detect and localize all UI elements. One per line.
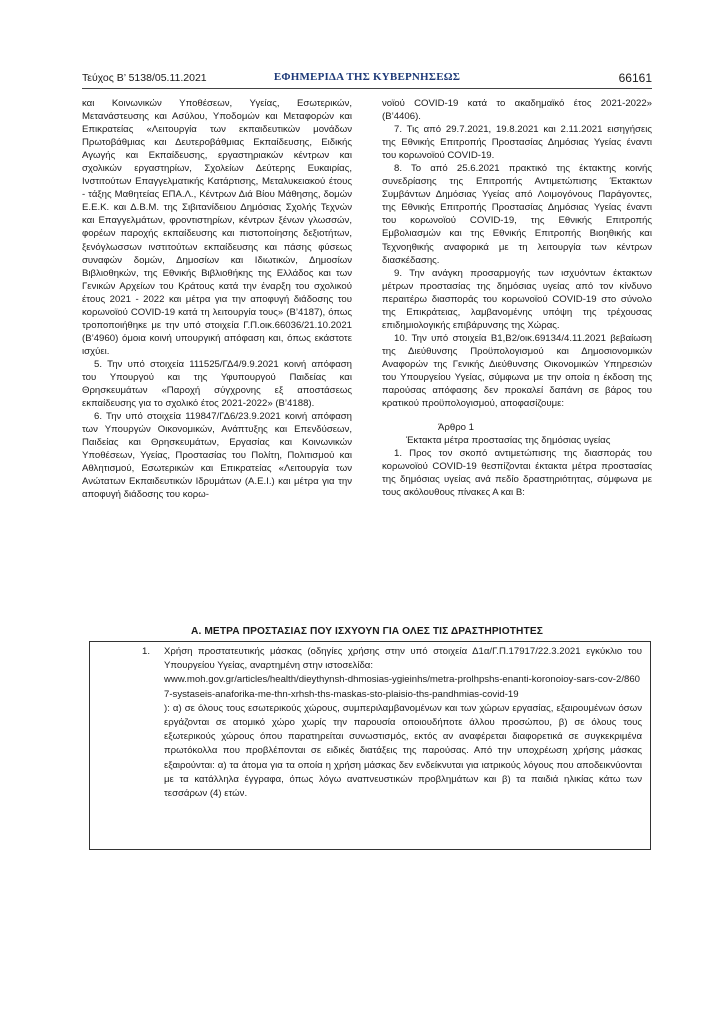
measures-table: [89, 641, 651, 850]
row-text-after-url: ): α) σε όλους τους εσωτερικούς χώρους, συμπεριλαμβανομένων και των χώρων εργασίας, εξαιρουμένων όσων εργάζονται σε ατομικό χώρο χωρίς την παρουσία οποιουδήποτε άλλου προσώπου, β) σε όλους τους εξωτερικούς χώρους όπου παρατηρείται συνωστισμός, εκτός αν αναφέρεται διαφορετικά σε συγκεκριμένα πρωτόκολλα που προβλέπονται σε ειδικές διατάξεις της παρούσας. Από την υποχρέωση χρήσης μάσκας εξαιρούνται: α) τα άτομα για τα οποία η χρήση μάσκας δεν ενδείκνυται για ιατρικούς λόγους που αποδεικνύονται με τα κατάλληλα έγγραφα, όπως λόγω αναπνευστικών προβλημάτων και β) τα παιδιά ηλικίας κάτω των τεσσάρων (4) ετών.: [164, 702, 642, 800]
paragraph-4-continued: και Κοινωνικών Υποθέσεων, Υγείας, Εσωτερικών, Μετανάστευσης και Ασύλου, Υποδομών και Μεταφορών και Επικρατείας «Λειτουργία των εκπαιδευτικών μονάδων Πρωτοβάθμιας και Δευτεροβάθμιας Εκπαίδευσης, Ειδικής Αγωγής και Εκπαίδευσης, εργαστηριακών κέντρων και σχολικών εργαστηρίων, Σχολείων Δεύτερης Ευκαιρίας, Ινστιτούτων Επαγγελματικής Κατάρτισης, Μεταλυκειακού έτους - τάξης Μαθητείας ΕΠΑ.Λ., Κέντρων Διά Βίου Μάθησης, δομών Ε.Ε.Κ. και Δ.Β.Μ. της Σιβιτανίδειου Δημόσιας Σχολής Τεχνών και Επαγγελμάτων, φροντιστηρίων, κέντρων ξένων γλωσσών, φορέων παροχής εκπαίδευσης και πιστοποίησης δεξιοτήτων, ξενόγλωσσων ινστιτούτων εκπαίδευσης και πάσης φύσεως συναφών δομών, Δημοσίων και Ιδιωτικών, Δημοσίων Βιβλιοθηκών, της Εθνικής Βιβλιοθήκης της Ελλάδος και των Γενικών Αρχείων του Κράτους κατά την έναρξη του σχολικού έτους 2021 - 2022 και μέτρα για την αποφυγή διάδοσης του κορωνοϊού COVID-19 κατά τη λειτουργία τους» (Β’4187), όπως τροποποιήθηκε με την υπό στοιχεία Γ.Π.οικ.66036/21.10.2021 (Β’4960) όμοια κοινή υπουργική απόφαση και, όπως εκάστοτε ισχύει.: [82, 98, 352, 357]
gazette-title: ΕΦΗΜΕΡΙΔΑ ΤΗΣ ΚΥΒΕΡΝΗΣΕΩΣ: [273, 71, 461, 83]
right-column: [382, 97, 652, 499]
table-row-text: [164, 645, 642, 801]
paragraph-8: 8. Το από 25.6.2021 πρακτικό της έκτακτης κοινής συνεδρίασης της Επιτροπής Αντιμετώπισης Έκτακτων Συμβάντων Δημόσιας Υγείας από Λοιμογόνους Παράγοντες, της Εθνικής Επιτροπής Προστασίας Δημόσιας Υγείας έναντι του κορωνοϊού COVID-19, της Εθνικής Επιτροπής Εμβολιασμών και της Εθνικής Επιτροπής Βιοηθικής και Τεχνοηθικής αναφορικά με τη λειτουργία των κέντρων διασκέδασης.: [382, 163, 652, 266]
paragraph-5: 5. Την υπό στοιχεία 111525/ΓΔ4/9.9.2021 κοινή απόφαση του Υπουργού και της Υφυπουργού Παιδείας και Θρησκευμάτων «Παροχή σύγχρονης εξ αποστάσεως εκπαίδευσης για το σχολικό έτος 2021-2022» (Β’4188).: [82, 358, 352, 410]
moh-url: www.moh.gov.gr/articles/health/dieythynsh-dhmosias-ygieinhs/metra-prolhpshs-enanti-koronoioy-sars-cov-2/8607-systaseis-anaforika-me-thn-xrhsh-ths-maskas-sto-plaisio-ths-pandhmias-covid-19: [164, 674, 640, 700]
table-row-number: 1.: [142, 646, 151, 657]
article-paragraph-1: 1. Προς τον σκοπό αντιμετώπισης της διασποράς του κορωνοϊού COVID-19 θεσπίζονται έκτακτα μέτρα προστασίας της δημόσιας υγείας ανά πεδίο δραστηριότητας, σύμφωνα με τους ακόλουθους πίνακες Α και Β:: [382, 448, 652, 499]
paragraph-7: 7. Τις από 29.7.2021, 19.8.2021 και 2.11.2021 εισηγήσεις της Εθνικής Επιτροπής Προστασίας Δημόσιας Υγείας έναντι του κορωνοϊού COVID-19.: [382, 124, 652, 162]
row-text-before-url: Χρήση προστατευτικής μάσκας (οδηγίες χρήσης στην υπό στοιχεία Δ1α/Γ.Π.17917/22.3.2021 εγκύκλιο του Υπουργείου Υγείας, αναρτημένη στην ιστοσελίδα:: [164, 646, 642, 672]
issue-number: Τεύχος Β’ 5138/05.11.2021: [82, 72, 207, 84]
paragraph-9: 9. Την ανάγκη προσαρμογής των ισχυόντων έκτακτων μέτρων προστασίας της δημόσιας υγείας από τον κίνδυνο περαιτέρω διασποράς του κορωνοϊού COVID-19 στο σύνολο της Επικράτειας, λαμβανομένης υπόψη της τρέχουσας επιδημιολογικής επιβάρυνσης της Χώρας.: [382, 267, 652, 331]
article-number: Άρθρο 1: [438, 422, 474, 434]
header-divider: [82, 88, 652, 89]
section-a-title: Α. ΜΕΤΡΑ ΠΡΟΣΤΑΣΙΑΣ ΠΟΥ ΙΣΧΥΟΥΝ ΓΙΑ ΟΛΕΣ ΤΙΣ ΔΡΑΣΤΗΡΙΟΤΗΤΕΣ: [191, 626, 543, 637]
paragraph-10: 10. Την υπό στοιχεία Β1,Β2/οικ.69134/4.11.2021 βεβαίωση της Διεύθυνσης Προϋπολογισμού και Δημοσιονομικών Αναφορών της Γενικής Διεύθυνσης Οικονομικών Υπηρεσιών του Υπουργείου Υγείας, σύμφωνα με την οποία η έκδοση της παρούσας απόφασης δεν προκαλεί δαπάνη σε βάρος του κρατικού προϋπολογισμού, αποφασίζουμε:: [382, 332, 652, 410]
page-number: 66161: [618, 71, 652, 85]
page-header: [82, 72, 652, 88]
left-column: [82, 97, 352, 501]
paragraph-6: 6. Την υπό στοιχεία 119847/ΓΔ6/23.9.2021 κοινή απόφαση των Υπουργών Οικονομικών, Ανάπτυξης και Επενδύσεων, Παιδείας και Θρησκευμάτων, Εργασίας και Κοινωνικών Υποθέσεων, Υγείας, Προστασίας του Πολίτη, Πολιτισμού και Αθλητισμού, Εσωτερικών και Επικρατείας «Λειτουργία των Ανώτατων Εκπαιδευτικών Ιδρυμάτων (Α.Ε.Ι.) και μέτρα για την αποφυγή διάδοσης του κορω-: [82, 411, 352, 501]
article-title: Έκτακτα μέτρα προστασίας της δημόσιας υγείας: [406, 435, 611, 447]
paragraph-6-continued: νοϊού COVID-19 κατά το ακαδημαϊκό έτος 2021-2022» (Β’4406).: [382, 98, 652, 123]
